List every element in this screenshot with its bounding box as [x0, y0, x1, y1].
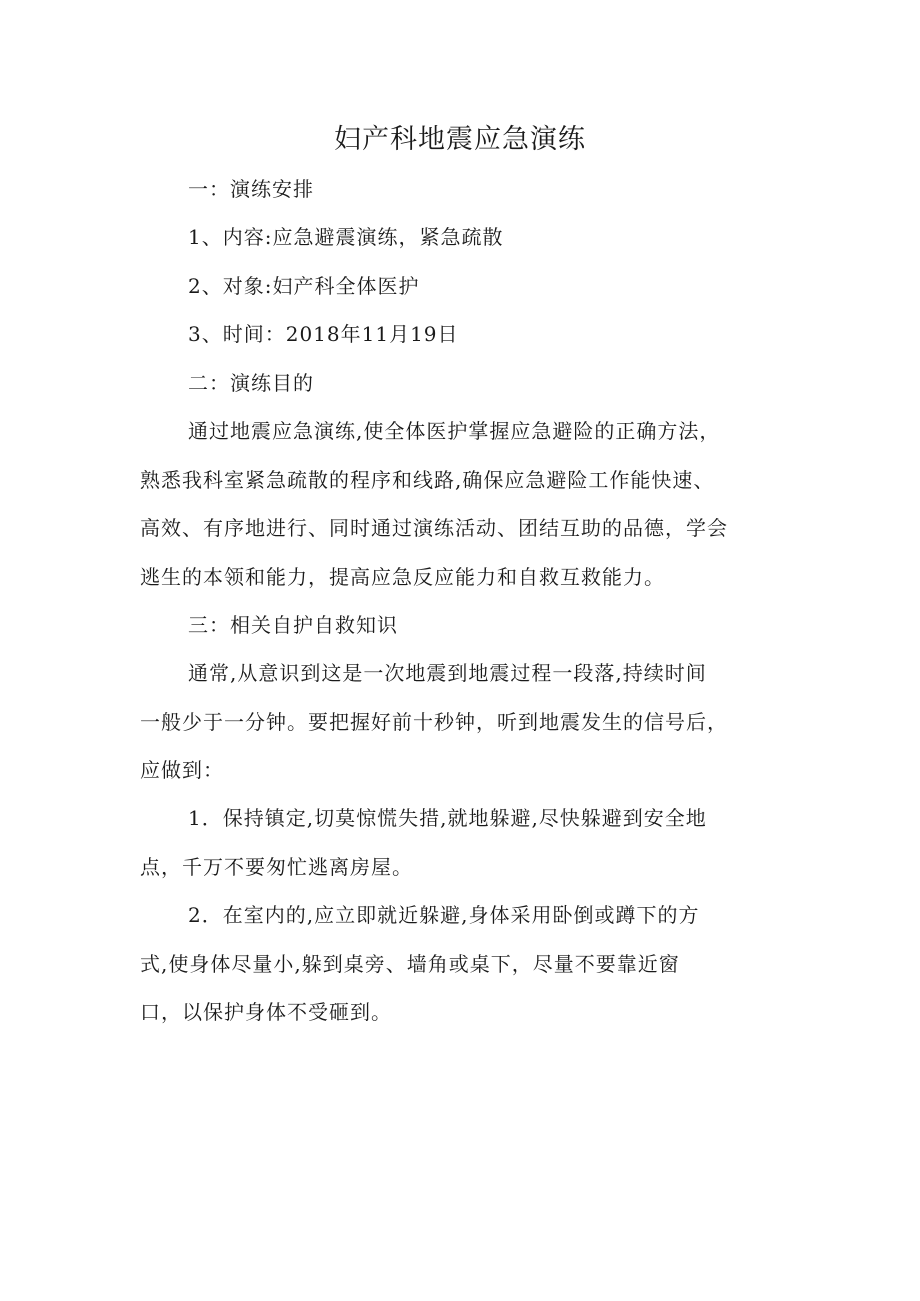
knowledge-intro-line: 通常,从意识到这是一次地震到地震过程一段落,持续时间	[188, 661, 707, 685]
knowledge-point-2-line: 2．在室内的,应立即就近躲避,身体采用卧倒或蹲下的方	[188, 903, 700, 927]
purpose-line: 熟悉我科室紧急疏散的程序和线路,确保应急避险工作能快速、	[140, 468, 715, 492]
knowledge-point-1-line: 点，千万不要匆忙逃离房屋。	[140, 855, 413, 879]
arrangement-time: 3、时间：2018年11月19日	[188, 322, 459, 346]
section-heading-purpose: 二：演练目的	[188, 371, 314, 395]
knowledge-point-2-line: 式,使身体尽量小,躲到桌旁、墙角或桌下，尽量不要靠近窗	[140, 952, 680, 976]
purpose-line: 高效、有序地进行、同时通过演练活动、团结互助的品德，学会	[140, 516, 728, 540]
purpose-line: 通过地震应急演练,使全体医护掌握应急避险的正确方法，	[188, 419, 721, 443]
knowledge-intro-line: 应做到：	[140, 758, 224, 782]
document-title: 妇产科地震应急演练	[334, 124, 586, 155]
section-heading-arrangement: 一：演练安排	[188, 177, 314, 201]
purpose-line: 逃生的本领和能力，提高应急反应能力和自救互救能力。	[140, 565, 665, 589]
knowledge-point-1-line: 1．保持镇定,切莫惊慌失措,就地躲避,尽快躲避到安全地	[188, 806, 707, 830]
knowledge-intro-line: 一般少于一分钟。要把握好前十秒钟，听到地震发生的信号后，	[140, 710, 728, 734]
arrangement-participants: 2、对象:妇产科全体医护	[188, 274, 420, 298]
knowledge-point-2-line: 口，以保护身体不受砸到。	[140, 1000, 392, 1024]
arrangement-content: 1、内容:应急避震演练，紧急疏散	[188, 225, 504, 249]
section-heading-knowledge: 三：相关自护自救知识	[188, 613, 398, 637]
